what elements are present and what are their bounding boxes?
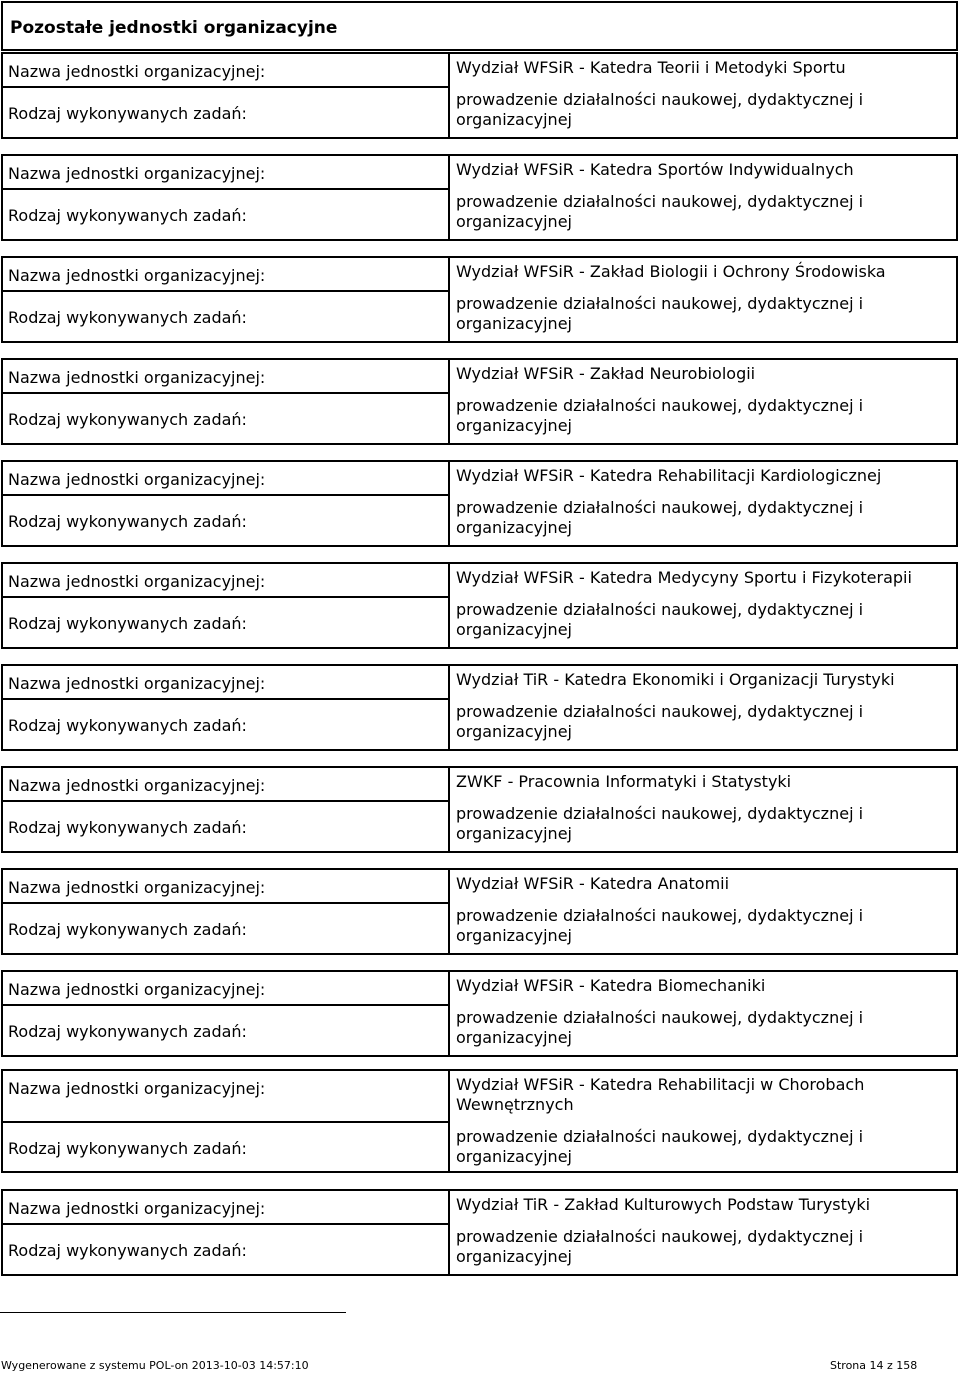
footer-generated-text: Wygenerowane z systemu POL-on 2013-10-03 14:57:10 — [1, 1359, 309, 1372]
unit-name-label: Nazwa jednostki organizacyjnej: — [8, 368, 266, 387]
unit-tasks-label: Rodzaj wykonywanych zadań: — [8, 1139, 247, 1158]
unit-tasks-label: Rodzaj wykonywanych zadań: — [8, 104, 247, 123]
unit-block — [1, 358, 958, 445]
unit-name-value: Wydział WFSiR - Katedra Rehabilitacji Kardiologicznej — [456, 466, 882, 485]
unit-tasks-label: Rodzaj wykonywanych zadań: — [8, 614, 247, 633]
unit-tasks-value: prowadzenie działalności naukowej, dydaktycznej i organizacyjnej — [456, 600, 864, 639]
unit-tasks-label: Rodzaj wykonywanych zadań: — [8, 308, 247, 327]
unit-name-label: Nazwa jednostki organizacyjnej: — [8, 1199, 266, 1218]
unit-name-value: Wydział WFSiR - Katedra Sportów Indywidualnych — [456, 160, 854, 179]
unit-block — [1, 256, 958, 343]
unit-name-value: Wydział WFSiR - Katedra Biomechaniki — [456, 976, 766, 995]
unit-tasks-label: Rodzaj wykonywanych zadań: — [8, 512, 247, 531]
unit-name-label: Nazwa jednostki organizacyjnej: — [8, 62, 266, 81]
footer-page-number: Strona 14 z 158 — [830, 1359, 918, 1372]
unit-tasks-label: Rodzaj wykonywanych zadań: — [8, 206, 247, 225]
unit-tasks-label: Rodzaj wykonywanych zadań: — [8, 1241, 247, 1260]
unit-block — [1, 970, 958, 1057]
unit-tasks-label: Rodzaj wykonywanych zadań: — [8, 920, 247, 939]
unit-name-value: ZWKF - Pracownia Informatyki i Statystyki — [456, 772, 792, 791]
unit-block — [1, 1069, 958, 1173]
unit-name-value: Wydział WFSiR - Zakład Neurobiologii — [456, 364, 756, 383]
unit-name-label: Nazwa jednostki organizacyjnej: — [8, 980, 266, 999]
unit-tasks-value: prowadzenie działalności naukowej, dydaktycznej i organizacyjnej — [456, 498, 864, 537]
unit-name-label: Nazwa jednostki organizacyjnej: — [8, 266, 266, 285]
unit-name-label: Nazwa jednostki organizacyjnej: — [8, 164, 266, 183]
unit-tasks-value: prowadzenie działalności naukowej, dydaktycznej i organizacyjnej — [456, 702, 864, 741]
unit-block — [1, 154, 958, 241]
unit-tasks-value: prowadzenie działalności naukowej, dydaktycznej i organizacyjnej — [456, 1227, 864, 1266]
unit-tasks-label: Rodzaj wykonywanych zadań: — [8, 716, 247, 735]
unit-name-value: Wydział TiR - Katedra Ekonomiki i Organizacji Turystyki — [456, 670, 895, 689]
unit-block — [1, 460, 958, 547]
unit-tasks-value: prowadzenie działalności naukowej, dydaktycznej i organizacyjnej — [456, 1127, 864, 1166]
unit-name-value: Wydział WFSiR - Katedra Teorii i Metodyki Sportu — [456, 58, 846, 77]
unit-tasks-value: prowadzenie działalności naukowej, dydaktycznej i organizacyjnej — [456, 804, 864, 843]
unit-name-value: Wydział WFSiR - Katedra Medycyny Sportu i Fizykoterapii — [456, 568, 912, 587]
unit-name-label: Nazwa jednostki organizacyjnej: — [8, 1079, 266, 1098]
unit-name-value: Wydział WFSiR - Katedra Anatomii — [456, 874, 730, 893]
unit-block — [1, 562, 958, 649]
unit-tasks-value: prowadzenie działalności naukowej, dydaktycznej i organizacyjnej — [456, 396, 864, 435]
section-header — [1, 1, 958, 51]
unit-block — [1, 868, 958, 955]
section-title: Pozostałe jednostki organizacyjne — [10, 18, 338, 38]
unit-block — [1, 766, 958, 853]
unit-name-label: Nazwa jednostki organizacyjnej: — [8, 572, 266, 591]
unit-tasks-label: Rodzaj wykonywanych zadań: — [8, 410, 247, 429]
unit-block — [1, 1189, 958, 1276]
unit-tasks-value: prowadzenie działalności naukowej, dydaktycznej i organizacyjnej — [456, 90, 864, 129]
unit-tasks-label: Rodzaj wykonywanych zadań: — [8, 1022, 247, 1041]
unit-name-value: Wydział TiR - Zakład Kulturowych Podstaw Turystyki — [456, 1195, 871, 1214]
unit-name-label: Nazwa jednostki organizacyjnej: — [8, 878, 266, 897]
unit-block — [1, 664, 958, 751]
unit-name-label: Nazwa jednostki organizacyjnej: — [8, 470, 266, 489]
unit-tasks-value: prowadzenie działalności naukowej, dydaktycznej i organizacyjnej — [456, 906, 864, 945]
unit-tasks-value: prowadzenie działalności naukowej, dydaktycznej i organizacyjnej — [456, 294, 864, 333]
unit-tasks-value: prowadzenie działalności naukowej, dydaktycznej i organizacyjnej — [456, 1008, 864, 1047]
unit-name-label: Nazwa jednostki organizacyjnej: — [8, 776, 266, 795]
footer-divider — [0, 1312, 346, 1313]
unit-block — [1, 52, 958, 139]
unit-name-label: Nazwa jednostki organizacyjnej: — [8, 674, 266, 693]
unit-tasks-value: prowadzenie działalności naukowej, dydaktycznej i organizacyjnej — [456, 192, 864, 231]
unit-name-value: Wydział WFSiR - Katedra Rehabilitacji w Chorobach Wewnętrznych — [456, 1075, 865, 1114]
unit-tasks-label: Rodzaj wykonywanych zadań: — [8, 818, 247, 837]
unit-name-value: Wydział WFSiR - Zakład Biologii i Ochrony Środowiska — [456, 262, 886, 281]
